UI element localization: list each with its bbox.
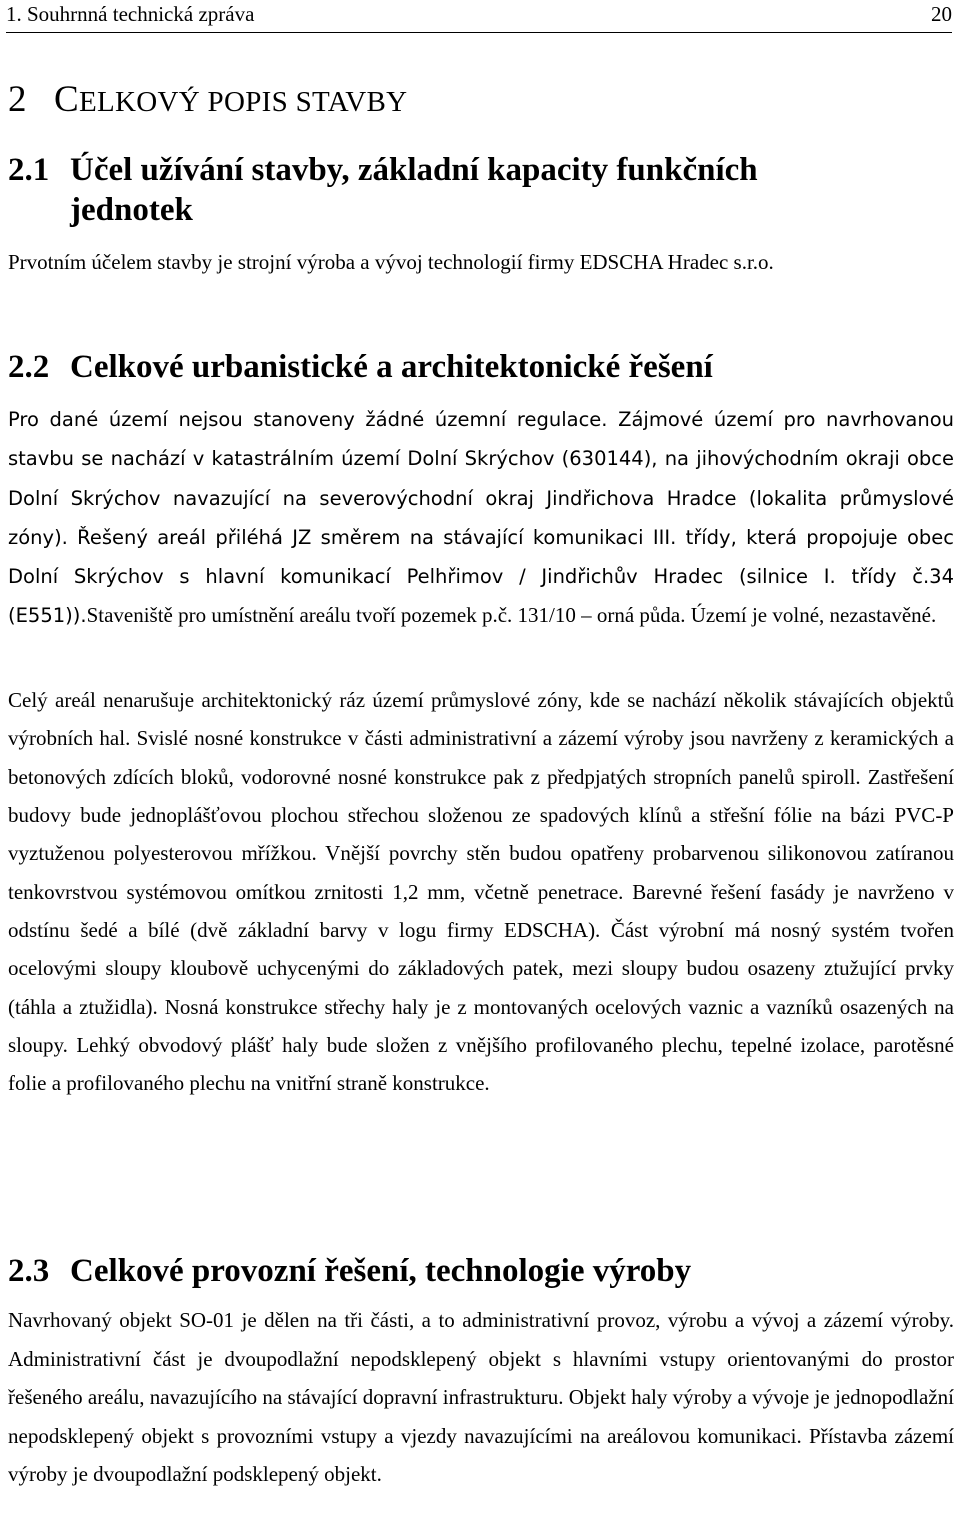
paragraph-text: Prvotním účelem stavby je strojní výroba a vývoj technologií firmy EDSCHA Hradec s.r.o. — [8, 250, 774, 274]
section-2-1-heading — [8, 150, 758, 230]
running-header — [6, 0, 952, 33]
section-number: 2.2 — [8, 349, 50, 385]
section-2-2-heading — [8, 347, 713, 387]
section-title: Celkové provozní řešení, technologie výroby — [70, 1253, 692, 1289]
section-2-heading — [8, 78, 407, 121]
section-title: Celkové urbanistické a architektonické řešení — [70, 349, 713, 385]
section-title-continued: jednotek — [70, 192, 193, 228]
section-number: 2.3 — [8, 1253, 50, 1289]
chapter-title: 1. Souhrnná technická zpráva — [6, 2, 255, 26]
section-number: 2 — [8, 79, 27, 120]
section-title-rest: ELKOVÝ POPIS STAVBY — [78, 86, 408, 118]
section-2-2-paragraph-1 — [8, 400, 954, 636]
paragraph-text: Celý areál nenarušuje architektonický ráz území průmyslové zóny, kde se nachází několik stávajících objektů výrobních hal. Svislé nosné konstrukce v části administrativní a zázemí výroby jsou navrženy z keramických a betonových zdících bloků, vodorovné nosné konstrukce pak z předpjatých stropních panelů spiroll. Zastřešení budovy bude jednoplášťovou plochou střechou složenou ze spadových klínů a střešní fólie na bázi PVC-P vyztuženou polyesterovou mřížkou. Vnější povrchy stěn budou opatřeny probarvenou silikonovou zatíranou tenkovrstvou systémovou omítkou zrnitosti 1,2 mm, včetně penetrace. Barevné řešení fasády je navrženo v odstínu šedé a bílé (dvě základní barvy v logu firmy EDSCHA). Část výrobní má nosný systém tvořen ocelovými sloupy kloubově uchycenými do základových patek, mezi sloupy budou osazeny ztužující prvky (táhla a ztužidla). Nosná konstrukce střechy haly je z montovaných ocelových vaznic a vazníků osazených na sloupy. Lehký obvodový plášť haly bude složen z vnějšího profilovaného plechu, tepelné izolace, parotěsné folie a profilovaného plechu na vnitřní straně konstrukce. — [8, 688, 954, 1096]
section-2-2-paragraph-2 — [8, 681, 954, 1103]
page-number: 20 — [931, 2, 952, 26]
section-number: 2.1 — [8, 152, 50, 188]
section-2-3-heading — [8, 1251, 691, 1291]
section-title-initial: C — [54, 79, 79, 120]
section-title: Účel užívání stavby, základní kapacity funkčních — [70, 152, 758, 188]
paragraph-text: Navrhovaný objekt SO-01 je dělen na tři části, a to administrativní provoz, výrobu a vývoj a zázemí výroby. Administrativní část je dvoupodlažní nepodsklepený objekt s hlavními vstupy orientovanými do prostor řešeného areálu, navazujícího na stávající dopravní infrastrukturu. Objekt haly výroby a vývoje je jednopodlažní nepodsklepený objekt s provozními vstupy a vjezdy navazujícími na areálovou komunikaci. Přístavba zázemí výroby je dvoupodlažní podsklepený objekt. — [8, 1308, 954, 1487]
section-2-1-paragraph — [8, 243, 954, 281]
regulation-text: Pro dané území nejsou stanoveny žádné územní regulace. Zájmové území pro navrhovanou stavbu se nachází v katastrálním území Dolní Skrýchov (630144), na jihovýchodním okraji obce Dolní Skrýchov navazující na severovýchodní okraj Jindřichova Hradce (lokalita průmyslové zóny). Řešený areál přiléhá JZ směrem na stávající komunikaci III. třídy, která propojuje obec Dolní Skrýchov s hlavní komunikací Pelhřimov / Jindřichův Hradec (silnice I. třídy č.34 (E551)). — [8, 408, 954, 628]
paragraph-text — [8, 400, 954, 636]
site-text: Staveniště pro umístnění areálu tvoří pozemek p.č. 131/10 – orná půda. Území je volné, nezastavěné. — [86, 603, 937, 628]
section-2-3-paragraph — [8, 1301, 954, 1494]
